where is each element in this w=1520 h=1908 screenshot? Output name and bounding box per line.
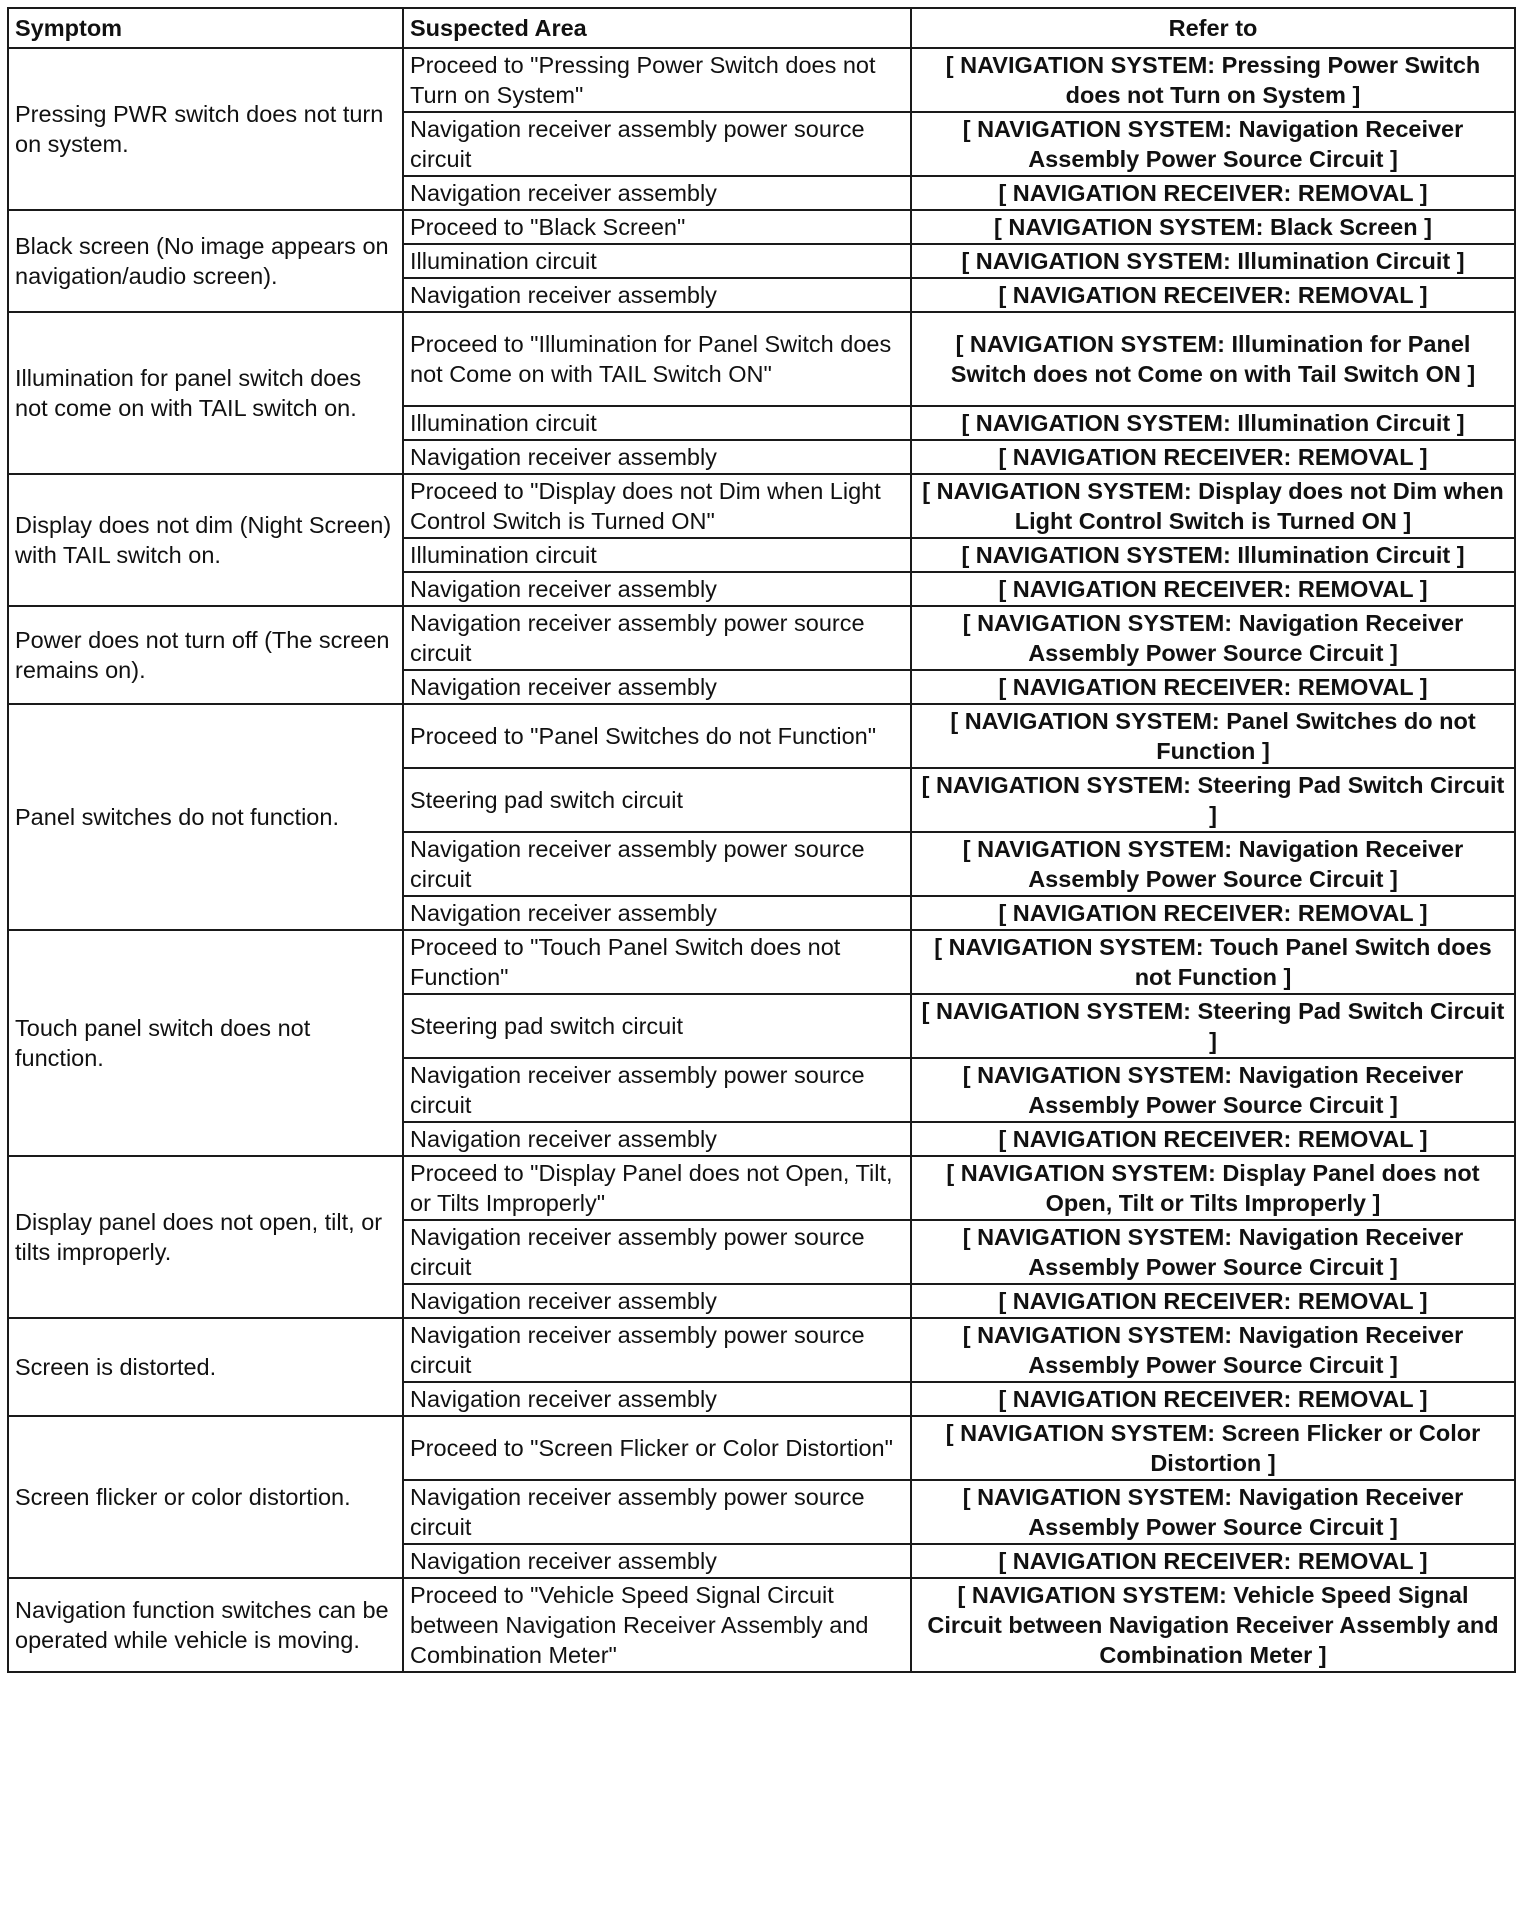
suspected-area-cell: Navigation receiver assembly: [403, 278, 911, 312]
table-row: [8, 312, 1515, 406]
refer-to-link[interactable]: [ NAVIGATION SYSTEM: Navigation Receiver Assembly Power Source Circuit ]: [911, 1318, 1515, 1382]
refer-to-link[interactable]: [ NAVIGATION SYSTEM: Navigation Receiver Assembly Power Source Circuit ]: [911, 832, 1515, 896]
table-row: [8, 1156, 1515, 1220]
table-row: [8, 1578, 1515, 1672]
refer-to-link[interactable]: [ NAVIGATION SYSTEM: Illumination Circuit ]: [911, 538, 1515, 572]
symptom-table: [7, 7, 1516, 1673]
refer-to-link[interactable]: [ NAVIGATION RECEIVER: REMOVAL ]: [911, 1544, 1515, 1578]
refer-to-link[interactable]: [ NAVIGATION SYSTEM: Black Screen ]: [911, 210, 1515, 244]
suspected-area-cell: Navigation receiver assembly power source circuit: [403, 112, 911, 176]
refer-to-link[interactable]: [ NAVIGATION RECEIVER: REMOVAL ]: [911, 1382, 1515, 1416]
suspected-area-cell: Navigation receiver assembly: [403, 440, 911, 474]
suspected-area-cell: Navigation receiver assembly: [403, 1284, 911, 1318]
suspected-area-cell: Navigation receiver assembly: [403, 1122, 911, 1156]
symptom-cell: Screen is distorted.: [8, 1318, 403, 1416]
suspected-area-cell: Proceed to "Black Screen": [403, 210, 911, 244]
suspected-area-cell: Proceed to "Screen Flicker or Color Distortion": [403, 1416, 911, 1480]
suspected-area-cell: Navigation receiver assembly: [403, 1382, 911, 1416]
suspected-area-cell: Navigation receiver assembly: [403, 176, 911, 210]
symptom-cell: Panel switches do not function.: [8, 704, 403, 930]
refer-to-link[interactable]: [ NAVIGATION SYSTEM: Display Panel does not Open, Tilt or Tilts Improperly ]: [911, 1156, 1515, 1220]
refer-to-link[interactable]: [ NAVIGATION SYSTEM: Steering Pad Switch Circuit ]: [911, 768, 1515, 832]
header-refer-to: Refer to: [911, 8, 1515, 48]
suspected-area-cell: Illumination circuit: [403, 538, 911, 572]
refer-to-link[interactable]: [ NAVIGATION SYSTEM: Navigation Receiver Assembly Power Source Circuit ]: [911, 1058, 1515, 1122]
symptom-cell: Power does not turn off (The screen remains on).: [8, 606, 403, 704]
refer-to-link[interactable]: [ NAVIGATION SYSTEM: Illumination Circuit ]: [911, 406, 1515, 440]
refer-to-link[interactable]: [ NAVIGATION SYSTEM: Vehicle Speed Signal Circuit between Navigation Receiver Assembly and Combination Meter ]: [911, 1578, 1515, 1672]
refer-to-link[interactable]: [ NAVIGATION SYSTEM: Pressing Power Switch does not Turn on System ]: [911, 48, 1515, 112]
refer-to-link[interactable]: [ NAVIGATION RECEIVER: REMOVAL ]: [911, 1284, 1515, 1318]
symptom-cell: Display panel does not open, tilt, or tilts improperly.: [8, 1156, 403, 1318]
header-suspected-area: Suspected Area: [403, 8, 911, 48]
refer-to-link[interactable]: [ NAVIGATION RECEIVER: REMOVAL ]: [911, 440, 1515, 474]
refer-to-link[interactable]: [ NAVIGATION SYSTEM: Navigation Receiver Assembly Power Source Circuit ]: [911, 1480, 1515, 1544]
suspected-area-cell: Navigation receiver assembly power source circuit: [403, 1318, 911, 1382]
refer-to-link[interactable]: [ NAVIGATION RECEIVER: REMOVAL ]: [911, 176, 1515, 210]
refer-to-link[interactable]: [ NAVIGATION SYSTEM: Navigation Receiver Assembly Power Source Circuit ]: [911, 1220, 1515, 1284]
suspected-area-cell: Proceed to "Vehicle Speed Signal Circuit between Navigation Receiver Assembly and Combination Meter": [403, 1578, 911, 1672]
refer-to-link[interactable]: [ NAVIGATION SYSTEM: Navigation Receiver Assembly Power Source Circuit ]: [911, 112, 1515, 176]
refer-to-link[interactable]: [ NAVIGATION SYSTEM: Steering Pad Switch Circuit ]: [911, 994, 1515, 1058]
symptom-cell: Navigation function switches can be operated while vehicle is moving.: [8, 1578, 403, 1672]
suspected-area-cell: Proceed to "Display Panel does not Open, Tilt, or Tilts Improperly": [403, 1156, 911, 1220]
refer-to-link[interactable]: [ NAVIGATION SYSTEM: Display does not Dim when Light Control Switch is Turned ON ]: [911, 474, 1515, 538]
refer-to-link[interactable]: [ NAVIGATION RECEIVER: REMOVAL ]: [911, 572, 1515, 606]
suspected-area-cell: Navigation receiver assembly: [403, 896, 911, 930]
table-row: [8, 1318, 1515, 1382]
suspected-area-cell: Navigation receiver assembly: [403, 1544, 911, 1578]
suspected-area-cell: Steering pad switch circuit: [403, 768, 911, 832]
refer-to-link[interactable]: [ NAVIGATION RECEIVER: REMOVAL ]: [911, 896, 1515, 930]
suspected-area-cell: Proceed to "Pressing Power Switch does not Turn on System": [403, 48, 911, 112]
suspected-area-cell: Proceed to "Display does not Dim when Light Control Switch is Turned ON": [403, 474, 911, 538]
suspected-area-cell: Navigation receiver assembly power source circuit: [403, 1480, 911, 1544]
refer-to-link[interactable]: [ NAVIGATION RECEIVER: REMOVAL ]: [911, 278, 1515, 312]
suspected-area-cell: Proceed to "Touch Panel Switch does not Function": [403, 930, 911, 994]
table-row: [8, 1416, 1515, 1480]
refer-to-link[interactable]: [ NAVIGATION SYSTEM: Illumination for Panel Switch does not Come on with Tail Switch ON ]: [911, 312, 1515, 406]
suspected-area-cell: Navigation receiver assembly power source circuit: [403, 606, 911, 670]
refer-to-link[interactable]: [ NAVIGATION SYSTEM: Illumination Circuit ]: [911, 244, 1515, 278]
suspected-area-cell: Proceed to "Panel Switches do not Function": [403, 704, 911, 768]
refer-to-link[interactable]: [ NAVIGATION RECEIVER: REMOVAL ]: [911, 670, 1515, 704]
refer-to-link[interactable]: [ NAVIGATION SYSTEM: Panel Switches do not Function ]: [911, 704, 1515, 768]
symptom-cell: Pressing PWR switch does not turn on system.: [8, 48, 403, 210]
refer-to-link[interactable]: [ NAVIGATION SYSTEM: Touch Panel Switch does not Function ]: [911, 930, 1515, 994]
table-row: [8, 930, 1515, 994]
suspected-area-cell: Navigation receiver assembly power source circuit: [403, 1058, 911, 1122]
symptom-cell: Display does not dim (Night Screen) with TAIL switch on.: [8, 474, 403, 606]
refer-to-link[interactable]: [ NAVIGATION SYSTEM: Screen Flicker or Color Distortion ]: [911, 1416, 1515, 1480]
suspected-area-cell: Illumination circuit: [403, 244, 911, 278]
header-row: [8, 8, 1515, 48]
table-row: [8, 474, 1515, 538]
refer-to-link[interactable]: [ NAVIGATION SYSTEM: Navigation Receiver Assembly Power Source Circuit ]: [911, 606, 1515, 670]
suspected-area-cell: Navigation receiver assembly power source circuit: [403, 832, 911, 896]
suspected-area-cell: Navigation receiver assembly: [403, 572, 911, 606]
suspected-area-cell: Navigation receiver assembly power source circuit: [403, 1220, 911, 1284]
suspected-area-cell: Proceed to "Illumination for Panel Switch does not Come on with TAIL Switch ON": [403, 312, 911, 406]
table-row: [8, 210, 1515, 244]
suspected-area-cell: Illumination circuit: [403, 406, 911, 440]
header-symptom: Symptom: [8, 8, 403, 48]
refer-to-link[interactable]: [ NAVIGATION RECEIVER: REMOVAL ]: [911, 1122, 1515, 1156]
table-row: [8, 48, 1515, 112]
table-row: [8, 606, 1515, 670]
symptom-cell: Screen flicker or color distortion.: [8, 1416, 403, 1578]
symptom-cell: Illumination for panel switch does not come on with TAIL switch on.: [8, 312, 403, 474]
table-body: [8, 48, 1515, 1672]
suspected-area-cell: Steering pad switch circuit: [403, 994, 911, 1058]
symptom-cell: Touch panel switch does not function.: [8, 930, 403, 1156]
suspected-area-cell: Navigation receiver assembly: [403, 670, 911, 704]
symptom-cell: Black screen (No image appears on navigation/audio screen).: [8, 210, 403, 312]
table-row: [8, 704, 1515, 768]
